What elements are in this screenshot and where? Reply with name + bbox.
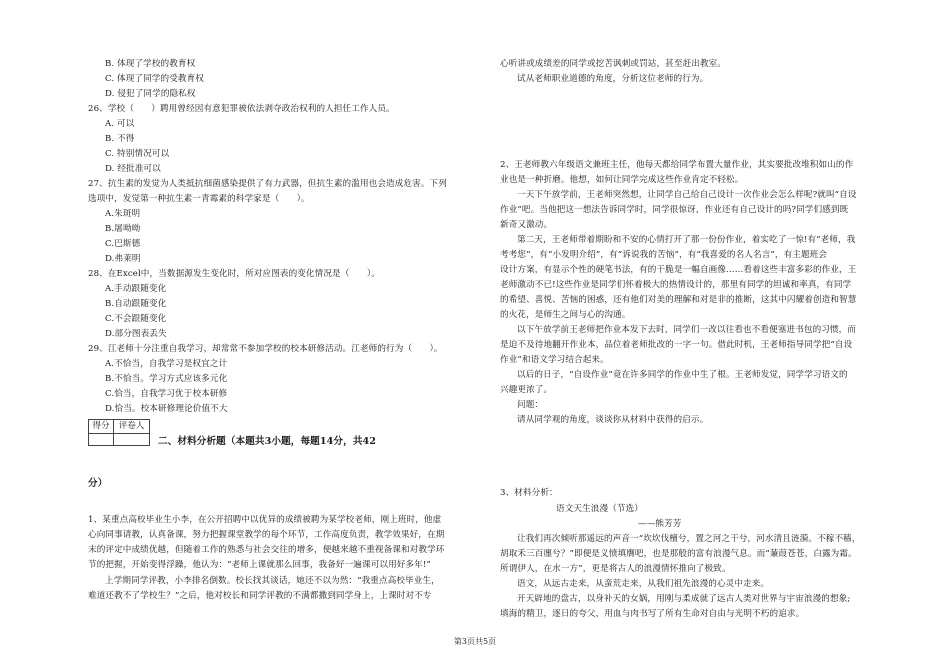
material-2-line-15: 以后的日子，“自设作业”竟在许多同学的作业中生了根。王老师发觉，同学学习语文的 [517, 370, 848, 380]
material-2-line-1: 2、王老师教六年级语文兼班主任，他每天都给同学布置大量作业，其实要批改堆积如山的作 [500, 160, 854, 170]
option-29b: B.不恰当。学习方式应该多元化 [105, 374, 228, 384]
material-3-line-1: 让我们再次倾听那遥远的声音一“坎坎伐檀兮，置之河之干兮，河水清且涟漪。不稼不穑， [517, 534, 861, 544]
material-2-line-16: 兴趣更浓了。 [500, 385, 553, 395]
material-2-line-6: 第二天，王老师带着期盼和不安的心情打开了那一份份作业，着实吃了一惊!有“老师，我 [517, 235, 856, 245]
material-2-line-5: 新奇又激动。 [500, 220, 553, 230]
option-27c: C.巴斯德 [105, 239, 141, 249]
section-title-cont: 分） [88, 478, 108, 489]
material-2-line-3: 一天下午放学前，王老师突然想，让同学自己给自己设计一次作业会怎么样呢?就叫“自设 [517, 190, 857, 200]
option-28c: C.不会跟随变化 [105, 314, 167, 324]
question-27: 27、抗生素的发觉为人类抵抗细菌感染提供了有力武器，但抗生素的滥用也会造成危害。下列 [88, 179, 447, 189]
question-28: 28、在Excel中，当数据源发生变化时，所对应图表的变化情况是（ ）。 [88, 269, 380, 279]
material-2-question: 请从同学观的角度，谈谈你从材料中获得的启示。 [517, 415, 709, 425]
option-25c: C. 体现了同学的受教育权 [105, 74, 204, 84]
option-27a: A.朱斑明 [105, 209, 141, 219]
material-2-line-11: 的火花，是师生之间与心的沟通。 [500, 310, 631, 320]
material-3-line-3: 所谓伊人，在水一方”，更是将古人的浪漫情怀推向了极致。 [500, 564, 731, 574]
option-28b: B.自动跟随变化 [105, 299, 167, 309]
option-25b: B. 体现了学校的教育权 [105, 59, 196, 69]
option-27b: B.屠呦呦 [105, 224, 141, 234]
score-box [88, 419, 150, 446]
material-1-line-6: 难道还教不了学校生？”之后，他对校长和同学评教的不满都撒到同学身上，上课时对不专 [88, 591, 432, 601]
material-2-line-9: 老师激动不已!这些作业是同学们怀着极大的热情设计的，那里有同学的坦诚和率真，有同学 [500, 280, 852, 290]
material-1-cont: 心听讲或成绩差的同学或挖苦讽刺或罚站，甚至赶出教室。 [500, 59, 727, 69]
option-27d: D.弗莱明 [105, 254, 141, 264]
material-2-line-12: 以下午放学前王老师把作业本发下去时，同学们一改以往看也不看便塞进书包的习惯，而 [517, 325, 857, 335]
material-2-line-13: 是迫不及待地翻开作业本，品位着老师批改的一字一句。借此时机，王老师指导同学把“自设 [500, 340, 853, 350]
question-26: 26、学校（ ）聘用曾经因有意犯罪被依法剥夺政治权利的人担任工作人员。 [88, 104, 395, 114]
option-26a: A. 可以 [105, 119, 135, 129]
material-3-author: ——熊芳芳 [638, 519, 682, 529]
option-28d: D.部分图表丢失 [105, 329, 167, 339]
option-25d: D. 侵犯了同学的隐私权 [105, 89, 196, 99]
option-26b: B. 不得 [105, 134, 135, 144]
option-26d: D. 经批准可以 [105, 164, 161, 174]
material-3-line-6: 填海的精卫，逐日的夸父，用血与肉书写了所有生命对自由与光明不朽的追求。 [500, 609, 805, 619]
option-29d: D.恰当。校本研修理论价值不大 [105, 404, 228, 414]
material-1-line-4: 节的把握，开始变得浮躁，他认为：“老师上课就那么回事，我备好一遍课可以用好多年!” [88, 560, 431, 570]
question-29: 29、江老师十分注重自我学习，却常常不参加学校的校本研修活动。江老师的行为（ ）。 [88, 344, 443, 354]
material-2-line-7: 考考您”，有“小发明介绍”，有“诉说我的苦恼”，有“我喜爱的名人名言”，有主题班会 [500, 250, 828, 260]
material-2-line-8: 设计方案，有显示个性的硬笔书法，有的干脆是一幅自画像……看着这些丰富多彩的作业，王 [500, 265, 857, 275]
grader-label: 评卷人 [118, 421, 145, 431]
score-label: 得分 [89, 420, 114, 433]
material-2-question-label: 问题： [517, 400, 544, 410]
section-title: 二、材料分析题（本题共3小题，每题14分，共42 [158, 436, 377, 447]
material-3-line-4: 语文，从远古走来，从蛮荒走来，从我们祖先浪漫的心灵中走来。 [517, 579, 770, 589]
material-3-heading: 3、材料分析： [500, 488, 558, 498]
score-box-empty-row [89, 433, 149, 446]
option-28a: A.手动跟随变化 [105, 284, 167, 294]
option-29a: A.不恰当，自我学习是权宜之计 [105, 359, 228, 369]
material-1-line-3: 末的评定中成绩优越，但随着工作的熟悉与社会交往的增多，便越来越不重视备课和对教学环 [88, 545, 445, 555]
material-2-line-14: 作业”和语文学习结合起来。 [500, 355, 609, 365]
material-3-line-2: 胡取禾三百廛兮？”即便是义愤填膺吧，也是那般的富有浪漫气息。而“蒹葭苍苍，白露为霜。 [500, 549, 857, 559]
material-1-line-2: 心向同事请教，认真备课，努力把握课堂教学的每个环节，工作高度负责，教学效果好，在期 [88, 530, 445, 540]
material-1-question: 试从老师职业道德的角度，分析这位老师的行为。 [517, 74, 709, 84]
page-number: 第3页共5页 [453, 637, 497, 646]
material-2-line-2: 业也是一种折磨。他想，如何让同学完成这些作业肯定不轻松。 [500, 175, 744, 185]
option-26c: C. 特别情况可以 [105, 149, 170, 159]
material-2-line-4: 作业”吧。当他把这一想法告诉同学时，同学很惊讶，作业还有自己设计的吗?同学们感到既 [500, 205, 849, 215]
material-2-line-10: 的希望、喜悦、苦恼的困惑，还有他们对美的理解和对是非的推断，这其中闪耀着创造和智慧 [500, 295, 857, 305]
material-3-title: 语文天生浪漫（节选） [556, 504, 643, 514]
option-29c: C.恰当，自我学习优于校本研修 [105, 389, 228, 399]
material-3-line-5: 开天辟地的盘古，以身补天的女娲，用刚与柔成就了远古人类对世界与宇宙浪漫的想象; [517, 594, 851, 604]
material-1-line-1: 1、某重点高校毕业生小李，在公开招聘中以优异的成绩被聘为某学校老师，刚上班时，他虚 [88, 515, 442, 525]
material-1-line-5: 上学期同学评教，小李排名倒数。校长找其谈话，她还不以为然：“我重点高校毕业生， [105, 576, 440, 586]
question-27-cont: 选项中，发觉第一种抗生素一青霉素的科学家是（ ）。 [88, 194, 310, 204]
